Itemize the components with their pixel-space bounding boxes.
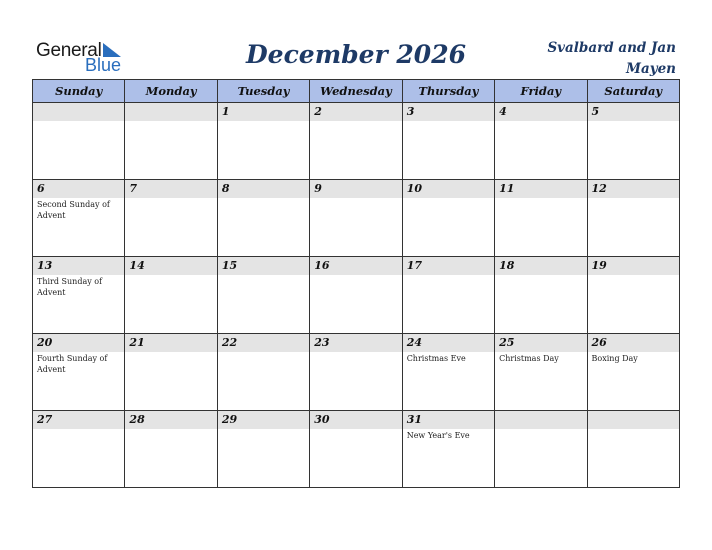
- day-cell: [310, 103, 402, 180]
- holiday-label: Boxing Day: [591, 354, 638, 363]
- day-cell: [495, 180, 587, 257]
- day-cell: [33, 103, 125, 180]
- day-cell: [125, 103, 217, 180]
- holiday-label: Third Sunday of Advent: [37, 277, 103, 297]
- region-name: Svalbard and Jan Mayen: [547, 40, 676, 77]
- day-cell: [310, 334, 402, 411]
- day-cell: [125, 180, 217, 257]
- holiday-label: Fourth Sunday of Advent: [37, 354, 108, 374]
- day-cell: [402, 411, 494, 488]
- day-number: 17: [403, 257, 494, 275]
- day-cell: [217, 257, 309, 334]
- holiday-label: Christmas Eve: [406, 354, 466, 363]
- day-number: 5: [588, 103, 679, 121]
- weekday-header-row: [33, 80, 680, 103]
- day-cell: [217, 411, 309, 488]
- day-cell: [310, 411, 402, 488]
- day-number: 9: [310, 180, 401, 198]
- day-number: 14: [125, 257, 216, 275]
- month-title: December 2026: [245, 40, 466, 69]
- day-number: 19: [588, 257, 679, 275]
- day-number: 22: [218, 334, 309, 352]
- day-number: 16: [310, 257, 401, 275]
- day-number: 11: [495, 180, 586, 198]
- day-cell: [310, 180, 402, 257]
- day-number: 12: [588, 180, 679, 198]
- day-cell: [587, 103, 679, 180]
- week-row: [33, 180, 680, 257]
- day-number: 2: [310, 103, 401, 121]
- day-number: 13: [33, 257, 124, 275]
- logo-text-blue: Blue: [85, 55, 122, 75]
- day-number: 4: [495, 103, 586, 121]
- holiday-label: Christmas Day: [499, 354, 559, 363]
- day-number: 24: [403, 334, 494, 352]
- day-cell: [402, 180, 494, 257]
- day-number: 20: [33, 334, 124, 352]
- calendar-grid: [32, 79, 680, 488]
- day-cell: [495, 411, 587, 488]
- holiday-label: New Year's Eve: [406, 431, 470, 440]
- week-row: [33, 257, 680, 334]
- day-cell: [217, 180, 309, 257]
- day-cell: [125, 257, 217, 334]
- day-number: 21: [125, 334, 216, 352]
- day-number: 6: [33, 180, 124, 198]
- day-number: 1: [218, 103, 309, 121]
- day-number: [588, 411, 679, 429]
- day-number: 7: [125, 180, 216, 198]
- weekday-header: Saturday: [587, 80, 679, 103]
- week-row: [33, 334, 680, 411]
- day-number: 10: [403, 180, 494, 198]
- day-number: 30: [310, 411, 401, 429]
- day-cell: [495, 257, 587, 334]
- day-number: 18: [495, 257, 586, 275]
- week-row: [33, 103, 680, 180]
- day-cell: [125, 411, 217, 488]
- day-cell: [33, 257, 125, 334]
- day-cell: [33, 411, 125, 488]
- week-row: [33, 411, 680, 488]
- day-number: 26: [588, 334, 679, 352]
- logo-text-general: General: [36, 40, 102, 61]
- day-cell: [587, 334, 679, 411]
- weekday-header: Monday: [125, 80, 217, 103]
- day-cell: [587, 180, 679, 257]
- weekday-header: Sunday: [33, 80, 125, 103]
- day-cell: [587, 257, 679, 334]
- day-number: [33, 103, 124, 121]
- day-cell: [587, 411, 679, 488]
- day-cell: [310, 257, 402, 334]
- calendar-body: [33, 103, 680, 488]
- weekday-header: Friday: [495, 80, 587, 103]
- weekday-header: Tuesday: [217, 80, 309, 103]
- day-cell: [402, 334, 494, 411]
- day-cell: [217, 103, 309, 180]
- day-cell: [495, 103, 587, 180]
- day-number: 8: [218, 180, 309, 198]
- day-cell: [125, 334, 217, 411]
- weekday-header: Wednesday: [310, 80, 402, 103]
- weekday-header: Thursday: [402, 80, 494, 103]
- day-number: 15: [218, 257, 309, 275]
- day-cell: [33, 334, 125, 411]
- day-number: [125, 103, 216, 121]
- day-cell: [402, 257, 494, 334]
- day-number: 29: [218, 411, 309, 429]
- day-number: 3: [403, 103, 494, 121]
- day-cell: [402, 103, 494, 180]
- day-number: 25: [495, 334, 586, 352]
- day-number: 27: [33, 411, 124, 429]
- holiday-label: Second Sunday of Advent: [37, 200, 110, 220]
- day-cell: [495, 334, 587, 411]
- day-cell: [217, 334, 309, 411]
- day-number: 31: [403, 411, 494, 429]
- day-cell: [33, 180, 125, 257]
- day-number: 23: [310, 334, 401, 352]
- day-number: 28: [125, 411, 216, 429]
- day-number: [495, 411, 586, 429]
